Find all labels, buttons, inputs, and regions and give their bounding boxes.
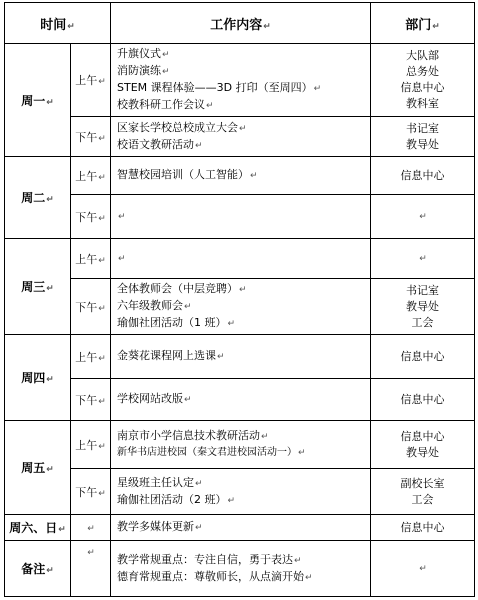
pm-label: 下午↵ bbox=[71, 379, 111, 421]
tue-pm-content: ↵ bbox=[111, 195, 371, 239]
weekend-half-empty: ↵ bbox=[71, 515, 111, 541]
dept: 信息中心 bbox=[400, 168, 445, 182]
item: 瑜伽社团活动（1 班）↵ bbox=[117, 316, 236, 329]
fri-am-content bbox=[111, 421, 371, 469]
dept: 总务处 bbox=[406, 65, 439, 78]
fri-am-row bbox=[5, 421, 475, 469]
thu-pm-dept bbox=[371, 379, 475, 421]
dept: 教导处 bbox=[406, 299, 439, 313]
wed-am-content: ↵ bbox=[111, 239, 371, 279]
mon-pm-content bbox=[111, 117, 371, 157]
am-label: 上午↵ bbox=[71, 44, 111, 117]
item: 区家长学校总校成立大会↵ bbox=[117, 120, 247, 134]
fri-pm-content bbox=[111, 469, 371, 515]
fri-am-dept bbox=[371, 421, 475, 469]
item: 星级班主任认定↵ bbox=[117, 475, 203, 489]
dept: 书记室 bbox=[406, 283, 439, 297]
weekly-schedule-table bbox=[4, 2, 475, 597]
dept: 信息中心 bbox=[400, 429, 445, 443]
thu-am-content bbox=[111, 335, 371, 379]
dept: 大队部 bbox=[406, 49, 439, 62]
wed-am-row bbox=[5, 239, 475, 279]
tue-am-content bbox=[111, 157, 371, 195]
item: 学校网站改版↵ bbox=[117, 392, 192, 405]
thu-am-row bbox=[5, 335, 475, 379]
wed-am-dept: ↵ bbox=[371, 239, 475, 279]
thu-am-dept bbox=[371, 335, 475, 379]
am-label: 上午↵ bbox=[71, 239, 111, 279]
dept: 信息中心 bbox=[400, 349, 445, 363]
day-label-wed: 周三↵ bbox=[5, 239, 71, 335]
day-label-mon: 周一↵ bbox=[5, 44, 71, 157]
mon-pm-dept bbox=[371, 117, 475, 157]
am-label: 上午↵ bbox=[71, 421, 111, 469]
item: 南京市小学信息技术教研活动↵ bbox=[117, 429, 269, 442]
item: 校语文教研活动↵ bbox=[117, 137, 203, 151]
dept: 副校长室 bbox=[400, 476, 445, 490]
dept: 信息中心 bbox=[400, 392, 445, 406]
item: 消防演练↵ bbox=[117, 64, 170, 77]
dept: 信息中心 bbox=[400, 520, 445, 534]
dept: 工会 bbox=[411, 492, 434, 506]
tue-am-row bbox=[5, 157, 475, 195]
pm-label: 下午↵ bbox=[71, 469, 111, 515]
notes-dept: ↵ bbox=[371, 541, 475, 597]
dept: 工会 bbox=[411, 315, 434, 329]
day-label-weekend: 周六、日↵ bbox=[5, 515, 71, 541]
wed-pm-dept bbox=[371, 279, 475, 335]
header-time: 时间↵ bbox=[5, 3, 111, 44]
wed-pm-content bbox=[111, 279, 371, 335]
weekend-content bbox=[111, 515, 371, 541]
dept: 教导处 bbox=[406, 137, 439, 151]
dept: 书记室 bbox=[406, 121, 439, 135]
wed-pm-row bbox=[5, 279, 475, 335]
tue-pm-dept: ↵ bbox=[371, 195, 475, 239]
item: 新华书店进校园（秦文君进校园活动一）↵ bbox=[117, 447, 306, 458]
pm-label: 下午↵ bbox=[71, 279, 111, 335]
fri-pm-row bbox=[5, 469, 475, 515]
tue-am-dept bbox=[371, 157, 475, 195]
fri-pm-dept bbox=[371, 469, 475, 515]
item: 升旗仪式↵ bbox=[117, 47, 170, 60]
weekend-row bbox=[5, 515, 475, 541]
item: 金葵花课程网上选课↵ bbox=[117, 349, 225, 362]
day-label-tue: 周二↵ bbox=[5, 157, 71, 239]
tue-pm-row bbox=[5, 195, 475, 239]
header-row bbox=[5, 3, 475, 44]
pm-label: 下午↵ bbox=[71, 117, 111, 157]
dept: 教导处 bbox=[406, 445, 439, 459]
am-label: 上午↵ bbox=[71, 157, 111, 195]
day-label-fri: 周五↵ bbox=[5, 421, 71, 515]
notes-row bbox=[5, 541, 475, 597]
mon-am-content bbox=[111, 44, 371, 117]
dept: 信息中心 bbox=[400, 81, 445, 94]
thu-pm-content bbox=[111, 379, 371, 421]
item: 校教科研工作会议↵ bbox=[117, 98, 214, 111]
day-label-thu: 周四↵ bbox=[5, 335, 71, 421]
dept: 教科室 bbox=[406, 97, 439, 110]
header-dept: 部门↵ bbox=[371, 3, 475, 44]
note: 教学常规重点：专注自信，勇于表达↵ bbox=[117, 552, 302, 566]
item: 六年级教师会↵ bbox=[117, 299, 192, 312]
pm-label: 下午↵ bbox=[71, 195, 111, 239]
item: 智慧校园培训（人工智能）↵ bbox=[117, 168, 258, 181]
note: 德育常规重点：尊敬师长，从点滴开始↵ bbox=[117, 569, 313, 583]
am-label: 上午↵ bbox=[71, 335, 111, 379]
item: 瑜伽社团活动（2 班）↵ bbox=[117, 492, 236, 506]
header-content: 工作内容↵ bbox=[111, 3, 371, 44]
notes-content bbox=[111, 541, 371, 597]
notes-label: 备注↵ bbox=[5, 541, 71, 597]
mon-am-row bbox=[5, 44, 475, 117]
mon-am-dept bbox=[371, 44, 475, 117]
weekend-dept bbox=[371, 515, 475, 541]
mon-pm-row bbox=[5, 117, 475, 157]
item: STEM 课程体验——3D 打印（至周四）↵ bbox=[117, 81, 322, 94]
item: 全体教师会（中层竞聘）↵ bbox=[117, 282, 247, 295]
notes-half-empty: ↵ bbox=[71, 541, 111, 597]
thu-pm-row bbox=[5, 379, 475, 421]
item: 教学多媒体更新↵ bbox=[117, 520, 203, 533]
